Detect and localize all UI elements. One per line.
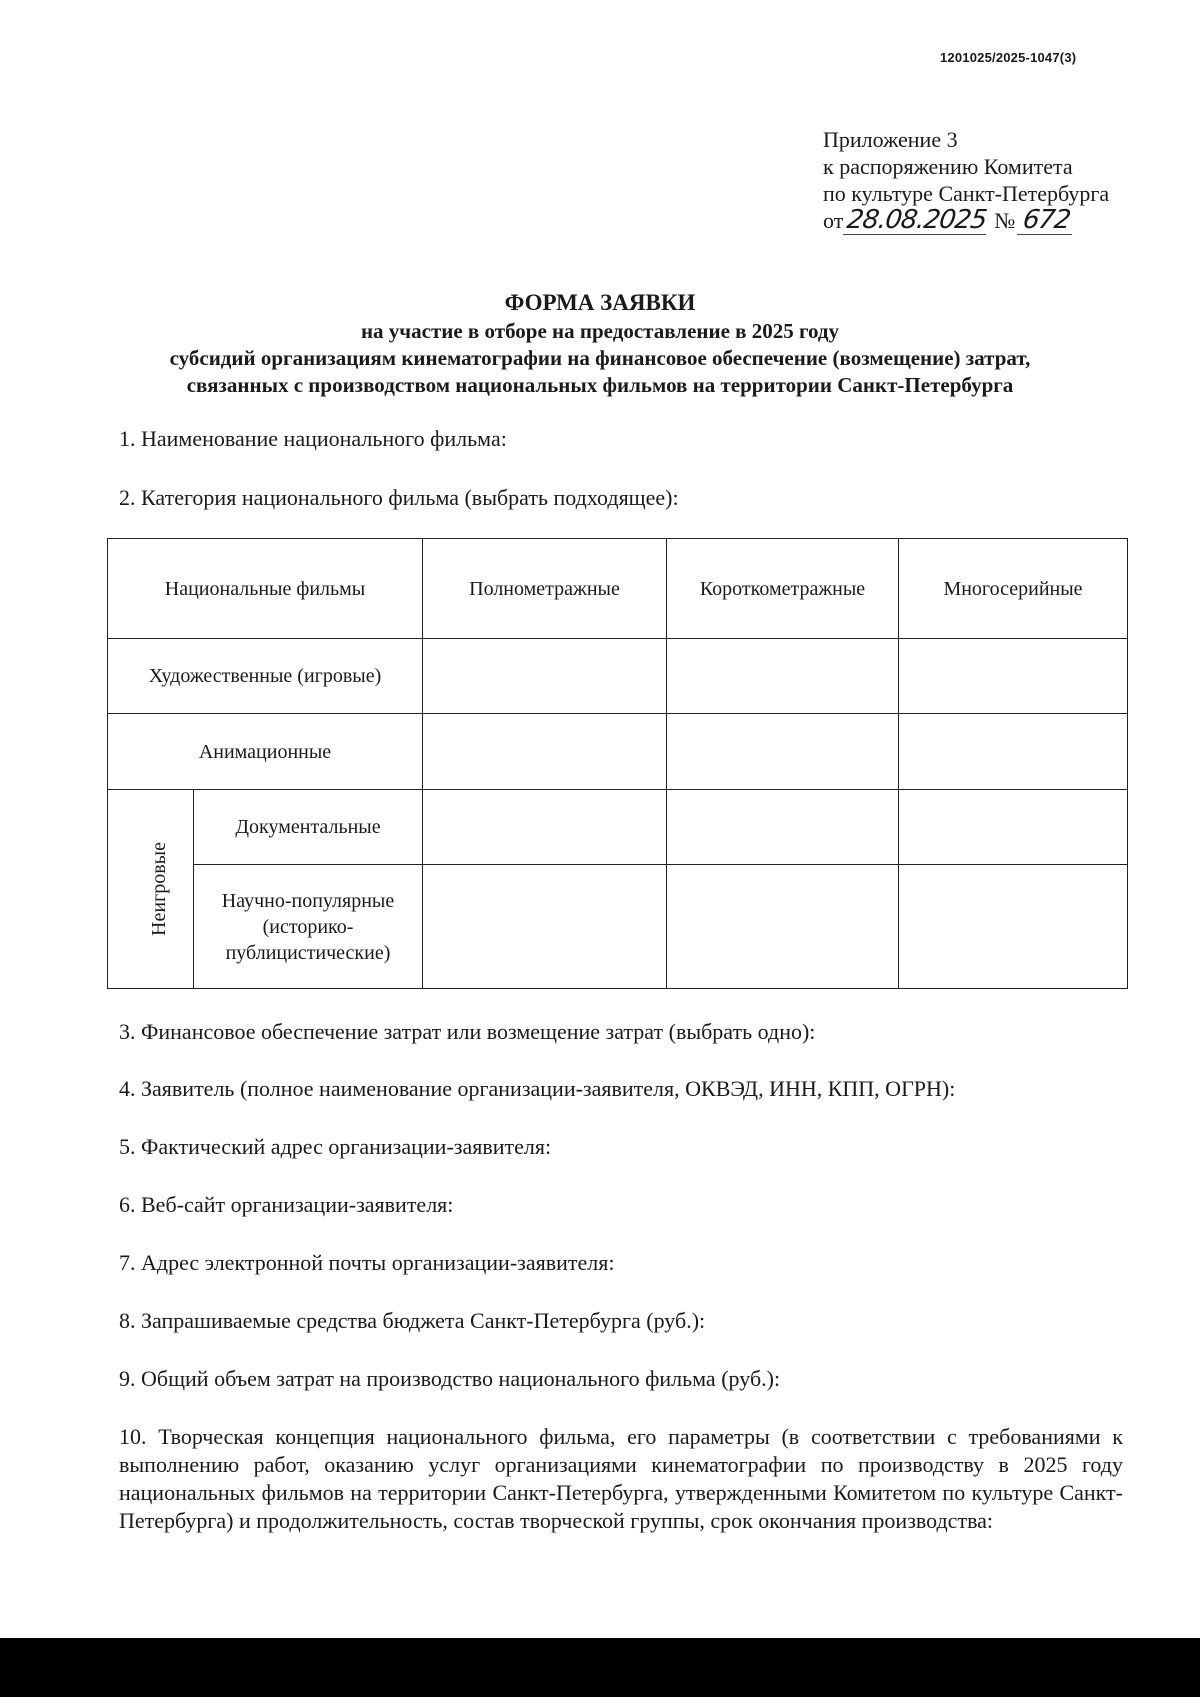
appendix-line: по культуре Санкт-Петербурга <box>823 181 1110 206</box>
row-group-nonfeature <box>108 790 194 989</box>
table-header-short: Короткометражные <box>667 539 899 639</box>
cell-documentary-series[interactable] <box>899 790 1128 865</box>
form-title-line: связанных с производством национальных фильмов на территории Санкт-Петербурга <box>186 373 1014 397</box>
item-email: 7. Адрес электронной почты организации-заявителя: <box>119 1250 615 1275</box>
date-prefix: от <box>823 208 844 233</box>
form-title-main: ФОРМА ЗАЯВКИ <box>504 290 696 315</box>
form-title <box>60 288 1140 399</box>
cell-feature-short[interactable] <box>667 639 899 714</box>
handwritten-number: 672 <box>1017 207 1076 235</box>
handwritten-date: 28.08.2025 <box>845 205 989 235</box>
row-label-popular-science: Научно-популярные (историко-публицистические) <box>194 865 423 989</box>
decree-date-line <box>823 207 1193 235</box>
row-label-documentary: Документальные <box>194 790 423 865</box>
category-table <box>107 538 1128 989</box>
item-film-name: 1. Наименование национального фильма: <box>119 426 507 451</box>
document-id: 1201025/2025-1047(3) <box>940 50 1077 65</box>
cell-documentary-short[interactable] <box>667 790 899 865</box>
cell-feature-full[interactable] <box>423 639 667 714</box>
table-header-series: Многосерийные <box>899 539 1128 639</box>
item-requested-funds: 8. Запрашиваемые средства бюджета Санкт-Петербурга (руб.): <box>119 1308 706 1333</box>
cell-popsci-full[interactable] <box>423 865 667 989</box>
cell-animation-series[interactable] <box>899 714 1128 790</box>
cell-popsci-short[interactable] <box>667 865 899 989</box>
appendix-block <box>823 126 1193 235</box>
table-row <box>108 790 1128 865</box>
cell-animation-full[interactable] <box>423 714 667 790</box>
item-creative-concept: 10. Творческая концепция национального фильма, его параметры (в соответствии с требованиями к выполнению работ, оказанию услуг организациями кинематографии по производству в 2025 году национальных фильмов на территории Санкт-Петербурга, утвержденными Комитетом по культуре Санкт-Петербурга) и продолжительность, состав творческой группы, срок окончания производства: <box>119 1424 1123 1533</box>
item-website: 6. Веб-сайт организации-заявителя: <box>119 1192 454 1217</box>
cell-animation-short[interactable] <box>667 714 899 790</box>
item-film-category: 2. Категория национального фильма (выбрать подходящее): <box>119 485 679 510</box>
number-sign: № <box>994 208 1016 233</box>
scan-bottom-border <box>0 1638 1200 1697</box>
form-title-line: субсидий организациям кинематографии на финансовое обеспечение (возмещение) затрат, <box>169 346 1031 370</box>
item-address: 5. Фактический адрес организации-заявителя: <box>119 1134 552 1159</box>
item-applicant: 4. Заявитель (полное наименование организации-заявителя, ОКВЭД, ИНН, КПП, ОГРН): <box>119 1076 956 1101</box>
item-financing-type: 3. Финансовое обеспечение затрат или возмещение затрат (выбрать одно): <box>119 1019 816 1044</box>
table-row <box>108 865 1128 989</box>
cell-feature-series[interactable] <box>899 639 1128 714</box>
table-row <box>108 714 1128 790</box>
row-label-feature: Художественные (игровые) <box>108 639 423 714</box>
cell-popsci-series[interactable] <box>899 865 1128 989</box>
cell-documentary-full[interactable] <box>423 790 667 865</box>
row-group-nonfeature-label: Неигровые <box>147 842 170 936</box>
row-label-animation: Анимационные <box>108 714 423 790</box>
form-title-line: на участие в отборе на предоставление в 2025 году <box>360 319 840 343</box>
table-row <box>108 539 1128 639</box>
item-total-costs: 9. Общий объем затрат на производство национального фильма (руб.): <box>119 1366 781 1391</box>
appendix-line: к распоряжению Комитета <box>823 154 1073 179</box>
appendix-line: Приложение 3 <box>823 127 958 152</box>
table-header-full-length: Полнометражные <box>423 539 667 639</box>
table-row <box>108 639 1128 714</box>
table-header-corner: Национальные фильмы <box>108 539 423 639</box>
